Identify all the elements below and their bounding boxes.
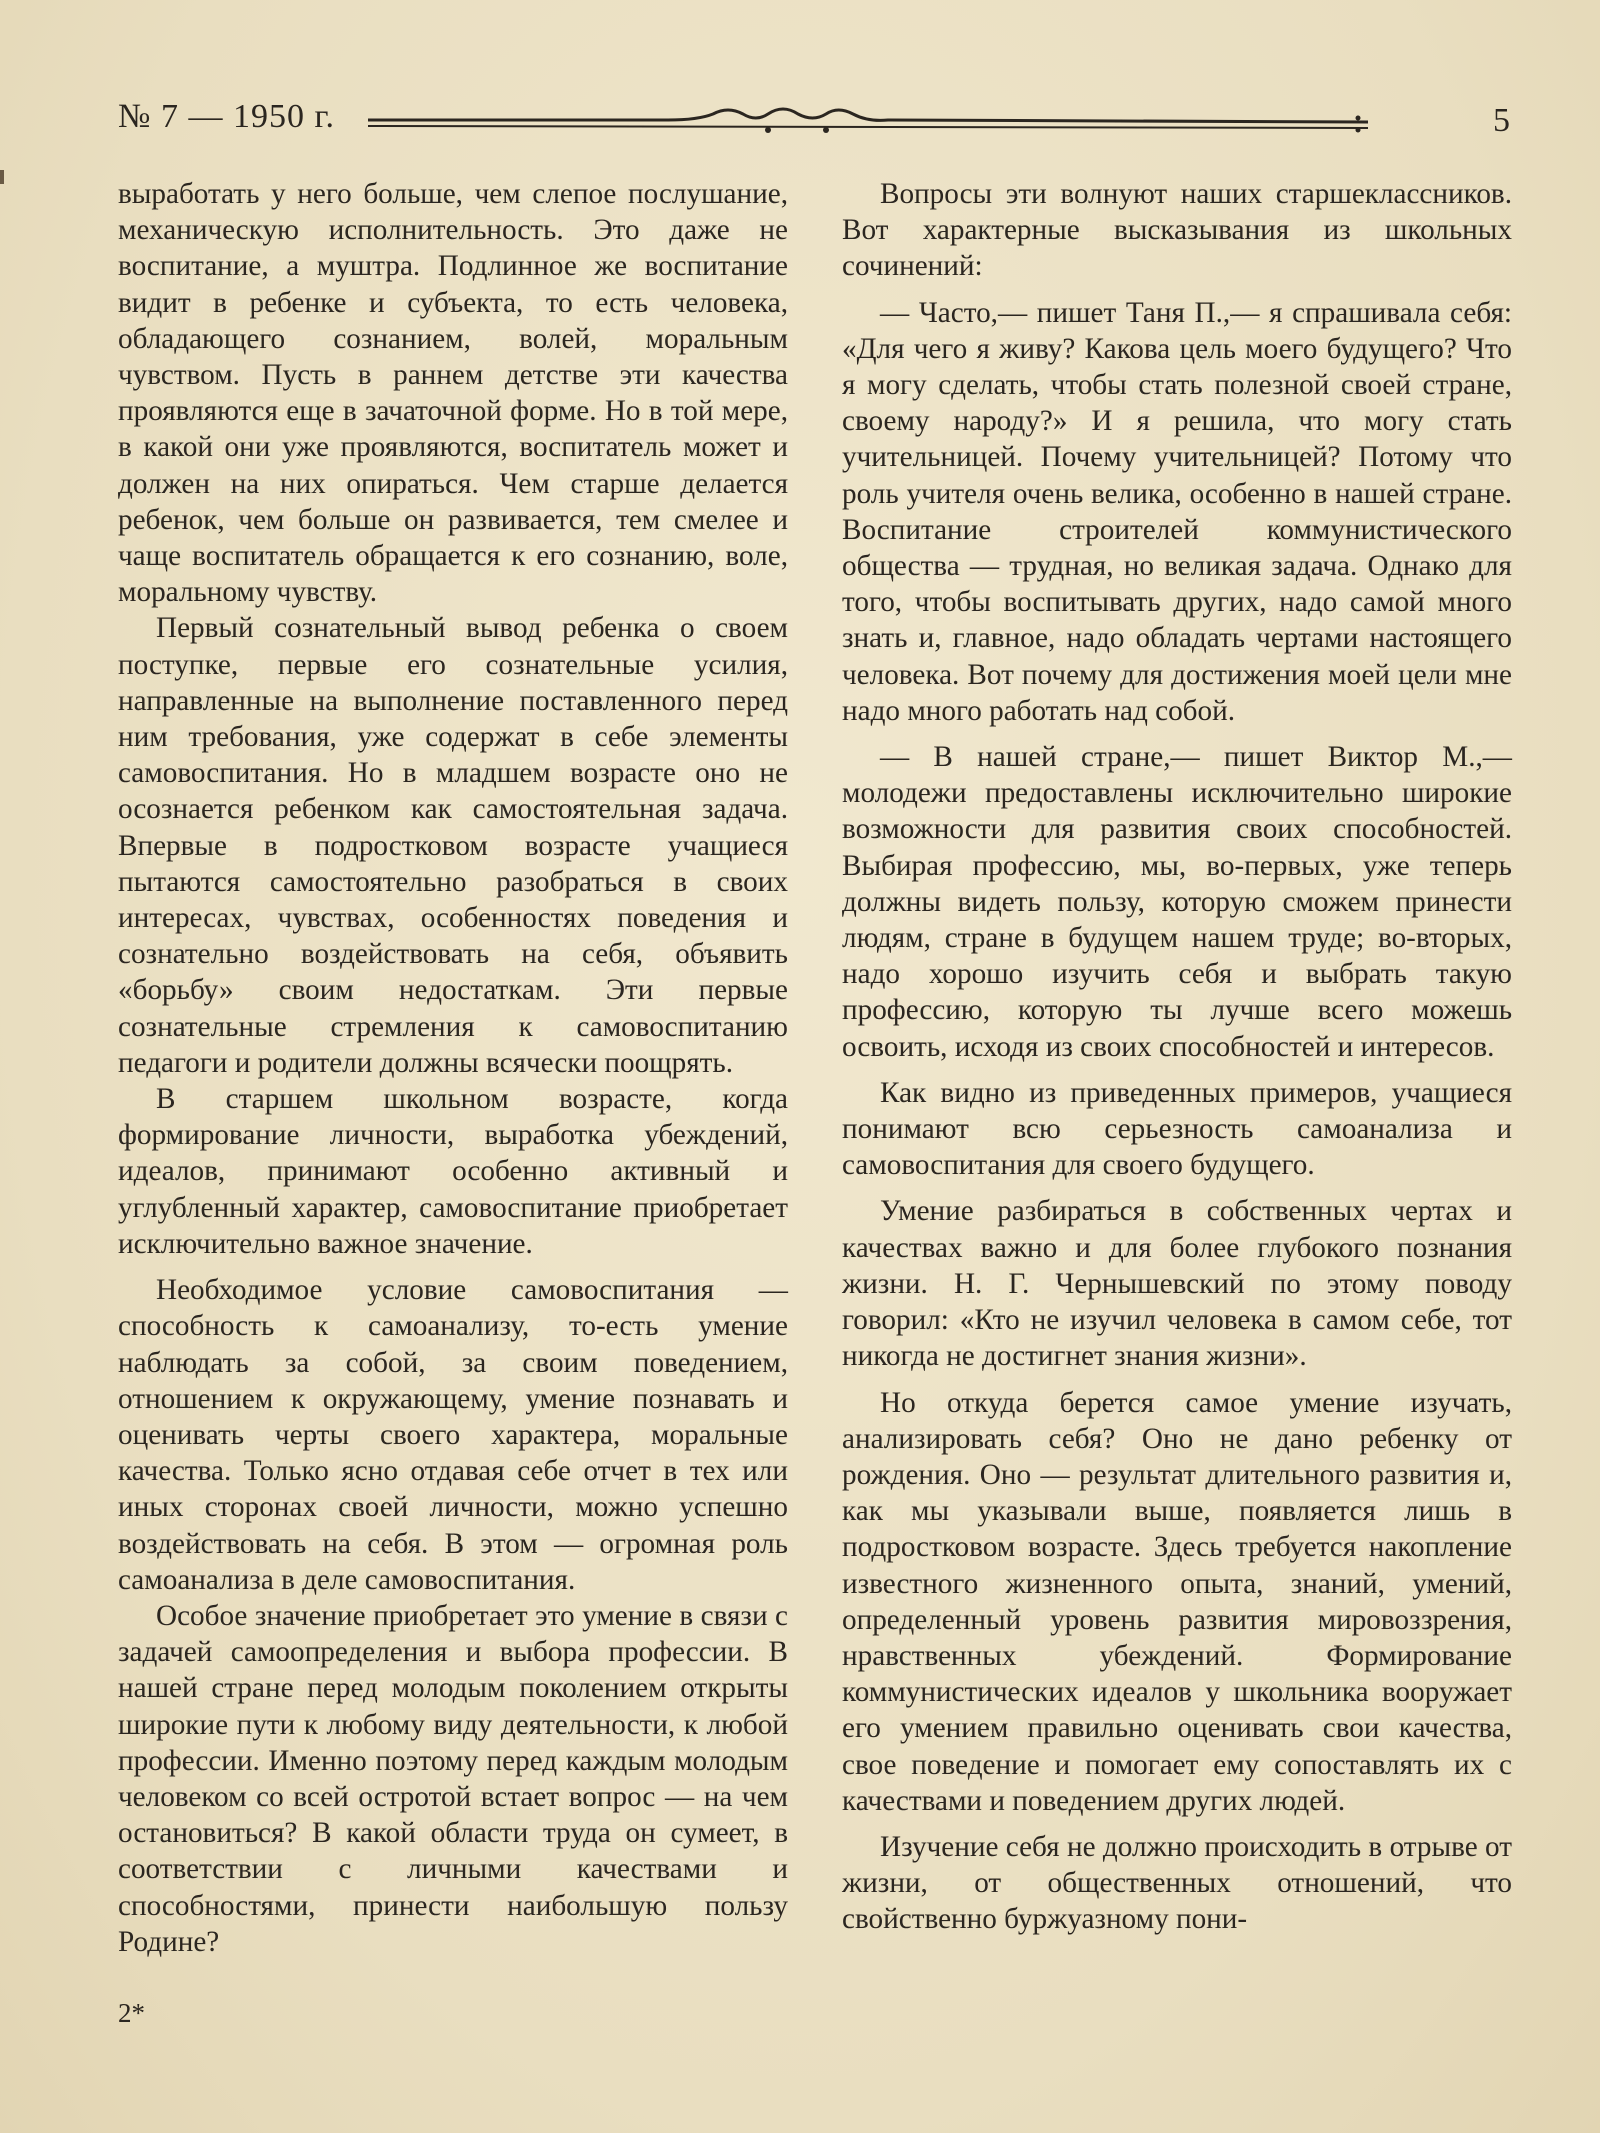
paragraph: Вопросы эти волнуют наших старшеклассников. Вот характерные высказывания из школьных сочинений: [842,178,1512,283]
margin-mark [0,170,4,184]
paragraph: Умение разбираться в собственных чертах и качествах важно и для более глубокого познания жизни. Н. Г. Чернышевский по этому поводу говорил: «Кто не изучил человека в самом себе, тот никогда не достигнет знания жизни». [842,1195,1512,1373]
paragraph: выработать у него больше, чем слепое послушание, механическую исполнительность. Это даже не воспитание, а муштра. Подлинное же воспитание видит в ребенке и субъекта, то есть человека, обладающего сознанием, волей, моральным чувством. Пусть в раннем детстве эти качества проявляются еще в зачаточной форме. Но в той мере, в какой они уже проявляются, воспитатель может и должен на них опираться. Чем старше делается ребенок, чем больше он развивается, тем смелее и чаще воспитатель обращается к его сознанию, воле, моральному чувству. [118,178,788,609]
paragraph: Особое значение приобретает это умение в связи с задачей самоопределения и выбора профессии. В нашей стране перед молодым поколением открыты широкие пути к любому виду деятельности, к любой профессии. Именно поэтому перед каждым молодым человеком со всей остротой встает вопрос — на чем остановиться? В какой области труда он сумеет, в соответствии с личными качествами и способностями, принести наибольшую пользу Родине? [118,1599,788,1958]
page-number: 5 [1493,102,1510,139]
paragraph: — В нашей стране,— пишет Виктор М.,— молодежи предоставлены исключительно широкие возможности для развития своих способностей. Выбирая профессию, мы, во-первых, уже теперь должны видеть пользу, которую сможем принести людям, стране в будущем нашем труде; во-вторых, надо хорошо изучить себя и выбрать такую профессию, которую ты лучше всего можешь освоить, исходя из своих способностей и интересов. [842,741,1512,1063]
paragraph: — Часто,— пишет Таня П.,— я спрашивала себя: «Для чего я живу? Какова цель моего будущего? Что я могу сделать, чтобы стать полезной своей стране, своему народу?» И я решила, что могу стать учительницей. Почему учительницей? Потому что роль учителя очень велика, особенно в нашей стране. Воспитание строителей коммунистического общества — трудная, но великая задача. Однако для того, чтобы воспитывать других, надо самой много знать и, главное, надо обладать чертами настоящего человека. Вот почему для достижения моей цели мне надо много работать над собой. [842,296,1512,727]
signature-mark: 2* [118,1998,145,2028]
paragraph: В старшем школьном возрасте, когда формирование личности, выработка убеждений, идеалов, принимают особенно активный и углубленный характер, самовоспитание приобретает исключительно важное значение. [118,1083,788,1260]
paragraph: Изучение себя не должно происходить в отрыве от жизни, от общественных отношений, что свойственно буржуазному пони- [842,1830,1512,1936]
paragraph: Как видно из приведенных примеров, учащиеся понимают всю серьезность самоанализа и самовоспитания для своего будущего. [842,1076,1512,1182]
page-header [118,92,1518,152]
right-column [842,176,1512,1938]
paragraph: Первый сознательный вывод ребенка о своем поступке, первые его сознательные усилия, направленные на выполнение поставленного перед ним требования, уже содержат в себе элементы самовоспитания. Но в младшем возрасте оно не осознается ребенком как самостоятельная задача. Впервые в подростковом возрасте учащиеся пытаются самостоятельно разобраться в своих интересах, чувствах, особенностях поведения и сознательно воздействовать на себя, объявить «борьбу» своим недостаткам. Эти первые сознательные стремления к самовоспитанию педагоги и родители должны всячески поощрять. [118,612,788,1079]
issue-number: № 7 — 1950 г. [118,98,336,135]
paragraph: Но откуда берется самое умение изучать, анализировать себя? Оно не дано ребенку от рождения. Оно — результат длительного развития и, как мы указывали выше, появляется лишь в подростковом возрасте. Здесь требуется накопление известного жизненного опыта, знаний, умений, определенный уровень развития мировоззрения, нравственных убеждений. Формирование коммунистических идеалов у школьника вооружает его умением правильно оценивать свои качества, свое поведение и помогает ему сопоставлять их с качествами и поведением других людей. [842,1386,1512,1817]
left-column [118,176,788,1960]
paragraph: Необходимое условие самовоспитания — способность к самоанализу, то-есть умение наблюдать за собой, за своим поведением, отношением к окружающему, умение познавать и оценивать черты своего характера, моральные качества. Только ясно отдавая себе отчет в тех или иных сторонах своей личности, можно успешно воздействовать на себя. В этом — огромная роль самоанализа в деле самовоспитания. [118,1274,788,1596]
header-ornament [368,100,1368,144]
